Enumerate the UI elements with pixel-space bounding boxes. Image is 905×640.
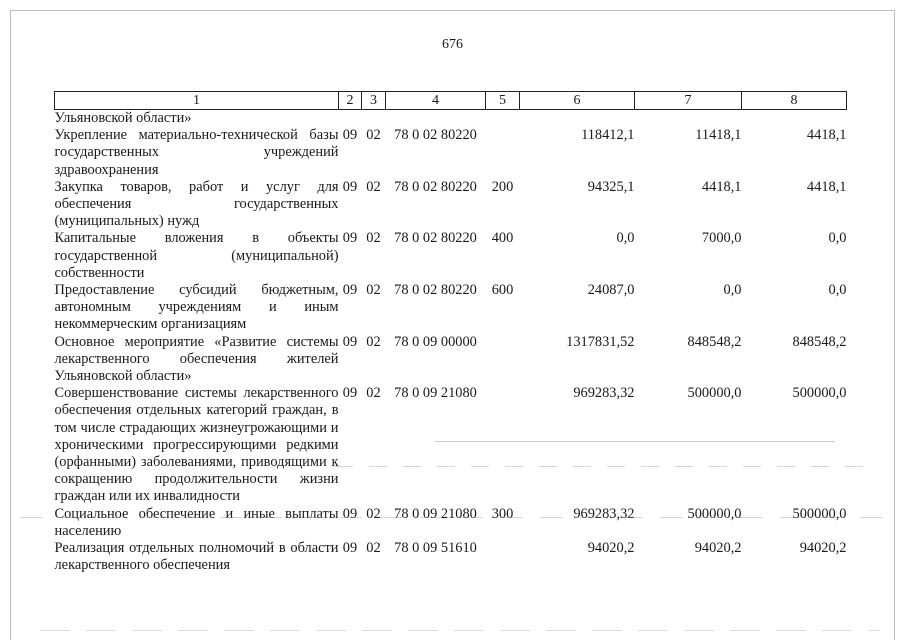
row-amount-1: 1317831,52: [566, 333, 635, 350]
column-header: 7: [635, 92, 742, 110]
row-amount-3: 500000,0: [792, 385, 847, 402]
row-subsection: 02: [366, 178, 381, 195]
column-header: 3: [362, 92, 386, 110]
row-target-code: 78 0 02 80220: [394, 178, 477, 195]
row-amount-3: 0,0: [828, 282, 847, 299]
row-amount-2: 11418,1: [695, 127, 742, 144]
scan-artifact-line: [335, 466, 865, 467]
row-name: Реализация отдельных полномочий в области лекарственного обеспечения: [54, 540, 339, 574]
row-target-code: 78 0 09 51610: [394, 540, 477, 557]
table-row: [55, 334, 847, 386]
row-target-code: 78 0 02 80220: [394, 230, 477, 247]
row-target-code: 78 0 02 80220: [394, 127, 477, 144]
row-amount-2: 848548,2: [687, 333, 742, 350]
row-subsection: 02: [366, 505, 381, 522]
row-subsection: 02: [366, 333, 381, 350]
column-number-header: [55, 92, 847, 110]
budget-table: [54, 91, 847, 574]
column-header: 6: [520, 92, 635, 110]
row-target-code: 78 0 09 21080: [394, 505, 477, 522]
row-amount-1: 94020,2: [587, 540, 635, 557]
row-target-code: 78 0 02 80220: [394, 282, 477, 299]
row-section: 09: [342, 505, 358, 522]
row-name: Закупка товаров, работ и услуг для обеспечения государственных (муниципальных) нужд: [54, 178, 339, 230]
scan-artifact-line: [435, 441, 835, 442]
row-amount-1: 118412,1: [581, 127, 635, 144]
table-row: [55, 179, 847, 231]
row-amount-3: 4418,1: [806, 178, 847, 195]
row-name: Совершенствование системы лекарственного обеспечения отдельных категорий граждан, в том числе страдающих жизнеугрожающими и хроническими прогрессирующими редкими (орфанными) заболеваниями, приводящими к сокращению продолжительности жизни граждан или их инвалидности: [54, 385, 339, 505]
row-expense-type: [486, 540, 520, 574]
row-section: 09: [342, 127, 358, 144]
row-amount-3: 0,0: [828, 230, 847, 247]
row-amount-3: 4418,1: [806, 127, 847, 144]
row-target-code: 78 0 09 21080: [394, 385, 477, 402]
table-row: [55, 385, 847, 505]
row-amount-2: 0,0: [723, 282, 742, 299]
row-expense-type: 400: [491, 230, 514, 247]
carry-over-text: Ульяновской области»: [54, 110, 192, 126]
row-amount-1: 24087,0: [587, 282, 635, 299]
column-header: 8: [742, 92, 847, 110]
row-expense-type: 300: [491, 505, 514, 522]
carry-over-row: [55, 110, 847, 128]
row-expense-type: [486, 385, 520, 505]
row-expense-type: 200: [491, 178, 514, 195]
row-amount-3: 500000,0: [792, 505, 847, 522]
row-name: Социальное обеспечение и иные выплаты населению: [54, 505, 339, 539]
table-row: [55, 282, 847, 334]
row-amount-3: 848548,2: [792, 333, 847, 350]
row-name: Капитальные вложения в объекты государственной (муниципальной) собственности: [54, 230, 339, 281]
table-row: [55, 506, 847, 540]
row-amount-2: 500000,0: [687, 385, 742, 402]
row-amount-2: 7000,0: [701, 230, 742, 247]
table-row: [55, 127, 847, 179]
row-amount-1: 969283,32: [573, 505, 635, 522]
column-header: 4: [386, 92, 486, 110]
row-section: 09: [342, 540, 358, 557]
row-name: Основное мероприятие «Развитие системы лекарственного обеспечения жителей Ульяновской области»: [54, 333, 339, 385]
row-section: 09: [342, 385, 358, 402]
row-section: 09: [342, 333, 358, 350]
row-amount-2: 94020,2: [694, 540, 742, 557]
scan-artifact-line: [20, 517, 885, 518]
column-header: 1: [55, 92, 339, 110]
row-section: 09: [342, 282, 358, 299]
row-amount-2: 500000,0: [687, 505, 742, 522]
row-expense-type: [486, 334, 520, 386]
row-amount-1: 0,0: [616, 230, 635, 247]
scan-artifact-line: [40, 630, 880, 631]
row-section: 09: [342, 178, 358, 195]
row-target-code: 78 0 09 00000: [394, 333, 477, 350]
row-amount-1: 969283,32: [573, 385, 635, 402]
row-amount-1: 94325,1: [587, 178, 635, 195]
row-subsection: 02: [366, 385, 381, 402]
column-header: 2: [339, 92, 362, 110]
row-subsection: 02: [366, 230, 381, 247]
row-subsection: 02: [366, 282, 381, 299]
row-amount-2: 4418,1: [701, 178, 742, 195]
row-section: 09: [342, 230, 358, 247]
row-name: Предоставление субсидий бюджетным, автономным учреждениям и иным некоммерческим организациям: [54, 282, 339, 333]
row-subsection: 02: [366, 127, 381, 144]
row-subsection: 02: [366, 540, 381, 557]
row-amount-3: 94020,2: [799, 540, 847, 557]
column-header: 5: [486, 92, 520, 110]
row-name: Укрепление материально-технической базы государственных учреждений здравоохранения: [54, 127, 339, 178]
page-number: 676: [442, 37, 463, 52]
row-expense-type: [486, 127, 520, 179]
table-row: [55, 230, 847, 282]
table-row: [55, 540, 847, 574]
row-expense-type: 600: [491, 282, 514, 299]
